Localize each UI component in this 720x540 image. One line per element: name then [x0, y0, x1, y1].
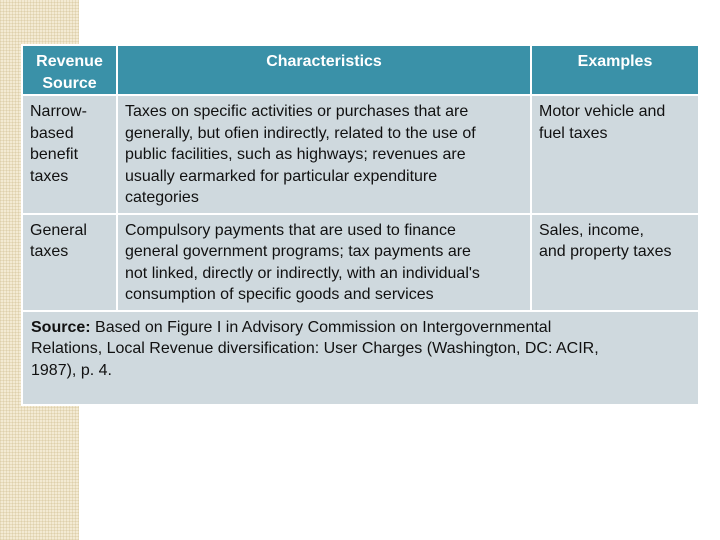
- cell-revenue-source: [22, 95, 117, 214]
- source-text-line: 1987), p. 4.: [31, 361, 112, 379]
- text-line: Sales, income,: [539, 221, 644, 239]
- text-line: public facilities, such as highways; revenues are: [125, 146, 466, 163]
- cell-examples: [531, 95, 699, 214]
- revenue-table: [21, 44, 698, 406]
- text-line: taxes: [30, 243, 69, 260]
- text-line: not linked, directly or indirectly, with an individual's: [125, 264, 480, 282]
- text-line: taxes: [30, 167, 69, 185]
- source-text-line: Relations, Local Revenue diversification: User Charges (Washington, DC: ACIR,: [31, 340, 599, 357]
- text-line: general government programs; tax payments are: [125, 243, 471, 260]
- text-line: General: [30, 221, 87, 239]
- header-examples: [531, 45, 699, 95]
- revenue-source-table: [21, 44, 700, 406]
- text-line: Narrow-: [30, 103, 87, 120]
- text-line: fuel taxes: [539, 124, 608, 142]
- source-note-row: [22, 311, 699, 405]
- table-header-row: [22, 45, 699, 95]
- text-line: categories: [125, 189, 199, 206]
- header-line: Examples: [577, 53, 653, 70]
- header-line: Source: [42, 74, 97, 92]
- text-line: consumption of specific goods and services: [125, 286, 434, 303]
- text-line: usually earmarked for particular expenditure: [125, 167, 438, 185]
- table-row: [22, 214, 699, 311]
- text-line: Compulsory payments that are used to finance: [125, 221, 456, 239]
- cell-examples: [531, 214, 699, 311]
- cell-characteristics: [117, 95, 531, 214]
- text-line: Taxes on specific activities or purchases that are: [125, 103, 469, 120]
- text-line: benefit: [30, 146, 79, 163]
- header-characteristics: [117, 45, 531, 95]
- text-line: and property taxes: [539, 243, 672, 260]
- text-line: based: [30, 124, 74, 142]
- source-note-cell: [22, 311, 699, 405]
- header-line: Revenue: [36, 53, 103, 70]
- text-line: generally, but ofien indirectly, related to the use of: [125, 124, 476, 142]
- cell-characteristics: [117, 214, 531, 311]
- source-label: Source:: [31, 318, 91, 336]
- header-line: Characteristics: [266, 53, 382, 70]
- header-revenue-source: [22, 45, 117, 95]
- cell-revenue-source: [22, 214, 117, 311]
- table-row: [22, 95, 699, 214]
- source-text-line: Based on Figure I in Advisory Commission on Intergovernmental: [90, 318, 552, 336]
- text-line: Motor vehicle and: [539, 103, 666, 120]
